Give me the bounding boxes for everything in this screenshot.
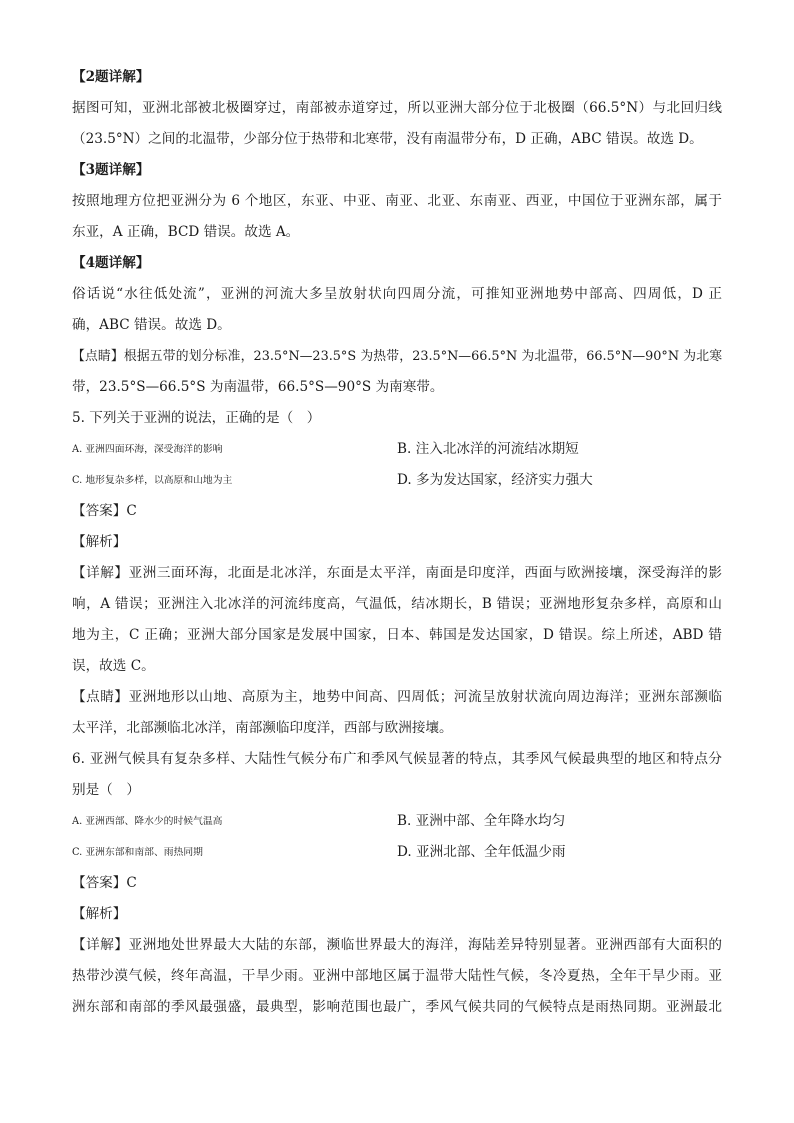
question-6-stem-line-2: 别是（ ） [72,782,140,798]
q2-detail-heading: 【2题详解】 [72,69,150,85]
tip-2-line-1: 【点睛】亚洲地形以山地、高原为主，地势中间高、四周低；河流呈放射状流向周边海洋；亚洲东部濒临 [72,689,722,705]
question-5-stem: 5. 下列关于亚洲的说法，正确的是（ ） [72,410,321,426]
question-5-option-c: C. 地形复杂多样，以高原和山地为主 [72,475,233,486]
question-6-option-d: D. 亚洲北部、全年低温少雨 [397,844,566,860]
question-6-option-c: C. 亚洲东部和南部、雨热同期 [72,847,203,858]
question-6-detail-line-3: 洲东部和南部的季风最强盛，最典型，影响范围也最广，季风气候共同的气候特点是雨热同期。亚洲最北 [72,999,722,1015]
question-6-options-row-1 [72,806,722,837]
question-5-options-row-1 [72,434,722,465]
question-5-analysis-label: 【解析】 [72,534,127,550]
question-5-detail-line-2: 响，A 错误；亚洲注入北冰洋的河流纬度高，气温低，结冰期长，B 错误；亚洲地形复杂多样，高原和山 [72,596,722,612]
question-5-detail-line-3: 地为主，C 正确；亚洲大部分国家是发展中国家，日本、韩国是发达国家，D 错误。综上所述，ABD 错 [72,627,722,643]
question-6-options-row-2 [72,837,722,868]
q2-detail-line-1: 据图可知，亚洲北部被北极圈穿过，南部被赤道穿过，所以亚洲大部分位于北极圈（66.5°N）与北回归线 [72,100,722,116]
tip-2-line-2: 太平洋，北部濒临北冰洋，南部濒临印度洋，西部与欧洲接壤。 [72,720,453,736]
question-5-option-b: B. 注入北冰洋的河流结冰期短 [397,441,579,457]
question-6-analysis-label: 【解析】 [72,906,127,922]
question-5-options-row-2 [72,465,722,496]
q2-detail-line-2: （23.5°N）之间的北温带，少部分位于热带和北寒带，没有南温带分布，D 正确，ABC 错误。故选 D。 [72,131,703,147]
q4-detail-line-1: 俗话说“水往低处流”，亚洲的河流大多呈放射状向四周分流，可推知亚洲地势中部高、四周低，D 正 [72,286,722,302]
q4-detail-line-2: 确，ABC 错误。故选 D。 [72,317,231,333]
q3-detail-heading: 【3题详解】 [72,162,150,178]
tip-1-line-2: 带，23.5°S—66.5°S 为南温带，66.5°S—90°S 为南寒带。 [72,379,444,395]
q3-detail-line-1: 按照地理方位把亚洲分为 6 个地区，东亚、中亚、南亚、北亚、东南亚、西亚，中国位于亚洲东部，属于 [72,193,722,209]
question-5-detail-line-1: 【详解】亚洲三面环海，北面是北冰洋，东面是太平洋，南面是印度洋，西面与欧洲接壤，深受海洋的影 [72,565,722,581]
question-6-detail-line-1: 【详解】亚洲地处世界最大大陆的东部，濒临世界最大的海洋，海陆差异特别显著。亚洲西部有大面积的 [72,937,722,953]
document-page [72,62,722,1023]
question-6-option-b: B. 亚洲中部、全年降水均匀 [397,813,566,829]
question-6-stem-line-1: 6. 亚洲气候具有复杂多样、大陆性气候分布广和季风气候显著的特点，其季风气候最典型的地区和特点分 [72,751,722,767]
tip-1-line-1: 【点睛】根据五带的划分标准，23.5°N—23.5°S 为热带，23.5°N—66.5°N 为北温带，66.5°N—90°N 为北寒 [72,349,722,364]
question-6-answer: 【答案】C [72,875,137,891]
question-5-answer: 【答案】C [72,503,137,519]
question-6-detail-line-2: 热带沙漠气候，终年高温，干旱少雨。亚洲中部地区属于温带大陆性气候，冬冷夏热，全年干旱少雨。亚 [72,968,722,984]
question-5-option-a: A. 亚洲四面环海，深受海洋的影响 [72,444,223,455]
question-5-option-d: D. 多为发达国家，经济实力强大 [397,472,593,488]
question-6-option-a: A. 亚洲西部、降水少的时候气温高 [72,816,223,827]
question-5-detail-line-4: 误，故选 C。 [72,658,155,674]
q4-detail-heading: 【4题详解】 [72,255,150,271]
q3-detail-line-2: 东亚，A 正确，BCD 错误。故选 A。 [72,224,300,240]
